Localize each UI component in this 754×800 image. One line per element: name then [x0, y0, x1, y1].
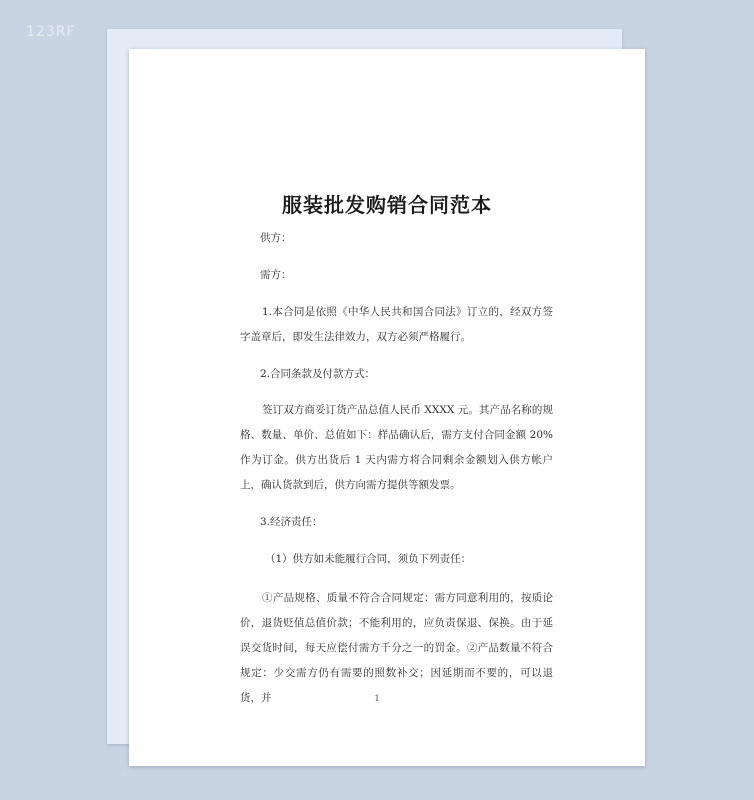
supplier-label: 供方：: [260, 232, 292, 244]
watermark-text: 123RF: [26, 24, 76, 40]
buyer-label: 需方：: [260, 269, 292, 281]
page-number: 1: [374, 694, 380, 703]
clause-3-heading: 3.经济责任：: [260, 516, 323, 528]
clause-1: 1.本合同是依照《中华人民共和国合同法》订立的，经双方签字盖章后，即发生法律效力，双方必须严格履行。: [240, 306, 553, 343]
clause-3-sub-1: （1）供方如未能履行合同，须负下列责任：: [265, 553, 472, 565]
document-title: 服装批发购销合同范本: [282, 193, 492, 217]
clause-3-sub-1-body: ①产品规格、质量不符合合同规定：需方同意利用的，按质论价，退货贬值总值价款；不能利用的，应负责保退、保换。由于延误交货时间，每天应偿付需方千分之一的罚金。②产品数量不符合规定：少交需方仍有需要的照数补交；因延期而不要的，可以退货，并: [240, 592, 553, 704]
clause-2-heading: 2.合同条款及付款方式：: [260, 368, 376, 380]
clause-2-body: 签订双方商妥订货产品总值人民币 XXXX 元。其产品名称的规格、数量、单价、总值如下：样品确认后，需方支付合同金额 20%作为订金。供方出货后 1 天内需方将合同剩余金额划入供方帐户上，确认货款到后，供方向需方提供等额发票。: [240, 404, 553, 491]
